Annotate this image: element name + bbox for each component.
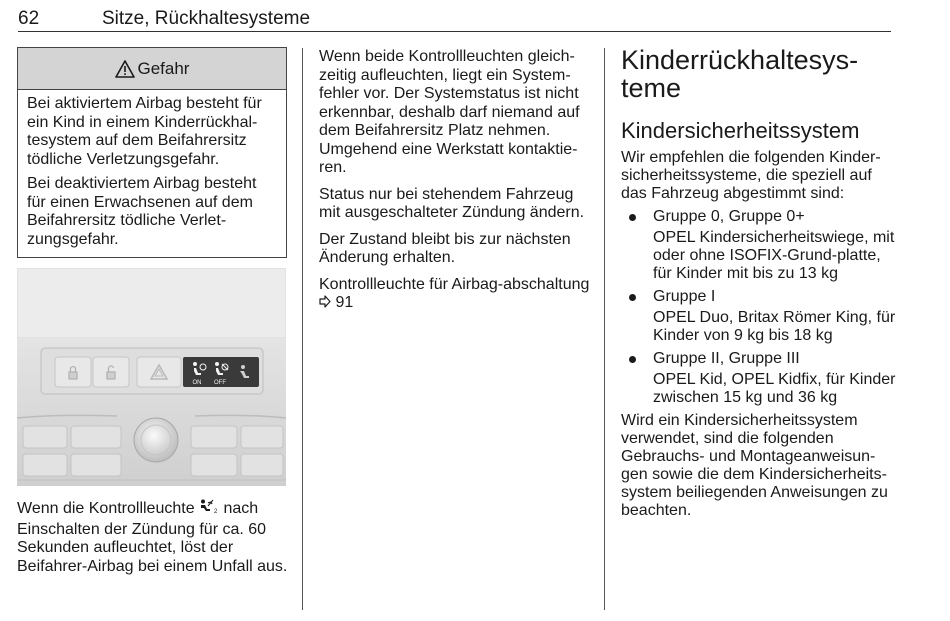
- list-item: [621, 288, 897, 345]
- indicator-text-after: nach Einschalten der Zündung für ca. 60 Sekunden aufleuchtet, löst der Beifahrer-Airbag bei einem Unfall aus.: [17, 500, 288, 575]
- bullet-icon: [629, 214, 636, 221]
- group-list: [621, 208, 897, 407]
- section-title: Sitze, Rückhaltesysteme: [102, 8, 311, 29]
- danger-paragraph: Bei deaktiviertem Airbag besteht für einen Erwachsenen auf dem Beifahrersitz tödliche Verlet-zungsgefahr.: [27, 175, 257, 248]
- right-column: [621, 46, 897, 520]
- group-title: Gruppe I: [653, 288, 716, 305]
- section-heading: Kindersicherheitssystem: [621, 118, 860, 143]
- indicator-paragraph: [17, 499, 292, 576]
- column-divider: [302, 48, 303, 610]
- middle-column: [319, 48, 595, 322]
- group-description: OPEL Kindersicherheitswiege, mit oder ohne ISOFIX-Grund-platte, für Kinder mit bis zu 13 kg: [653, 229, 895, 282]
- intro-paragraph: Wir empfehlen die folgenden Kinder-sicherheitssysteme, die speziell auf das Fahrzeug abgestimmt sind:: [621, 149, 881, 202]
- list-item: [621, 350, 897, 407]
- airbag-on-label: ON: [192, 380, 202, 386]
- list-item: [621, 208, 897, 283]
- page-reference-arrow-icon: [319, 295, 331, 314]
- danger-title: Gefahr: [137, 58, 190, 78]
- chapter-heading: Kinderrückhaltesys-teme: [621, 45, 859, 103]
- bullet-icon: [629, 294, 636, 301]
- reference-text: Kontrollleuchte für Airbag-abschaltung: [319, 275, 590, 293]
- indicator-text-before: Wenn die Kontrollleuchte: [17, 500, 195, 517]
- warning-triangle-icon: [115, 60, 135, 78]
- airbag-off-indicator-icon: [199, 499, 219, 521]
- hazard-button: [137, 357, 181, 387]
- bullet-icon: [629, 356, 636, 363]
- paragraph: Der Zustand bleibt bis zur nächsten Änderung erhalten.: [319, 230, 571, 266]
- danger-box: [17, 47, 287, 258]
- group-title: Gruppe II, Gruppe III: [653, 350, 800, 367]
- paragraph: Status nur bei stehendem Fahrzeug mit ausgeschalteter Zündung ändern.: [319, 185, 585, 221]
- cross-reference: [319, 276, 595, 314]
- danger-paragraph: Bei aktiviertem Airbag besteht für ein Kind in einem Kinderrückhal-tesystem auf dem Beifahrersitz tödliche Verletzungsgefahr.: [27, 95, 262, 168]
- reference-page-link[interactable]: 91: [335, 294, 354, 311]
- danger-body: [18, 90, 286, 249]
- group-description: OPEL Duo, Britax Römer King, für Kinder von 9 kg bis 18 kg: [653, 309, 896, 344]
- paragraph: Wenn beide Kontrollleuchten gleich-zeitig aufleuchten, liegt ein System-fehler vor. Der Systemstatus ist nicht erkennbar, deshalb darf niemand auf dem Beifahrersitz Platz nehmen. Umgehend eine Werkstatt kontaktie-ren.: [319, 48, 580, 176]
- group-description: OPEL Kid, OPEL Kidfix, für Kinder zwischen 15 kg und 36 kg: [653, 371, 896, 406]
- svg-text:2: 2: [214, 509, 218, 515]
- closing-paragraph: Wird ein Kindersicherheitssystem verwendet, sind die folgenden Gebrauchs- und Montageanweisun-gen sowie die dem Kindersicherheits-system beiliegenden Anweisungen zu beachten.: [621, 412, 888, 519]
- danger-header: [18, 48, 286, 90]
- group-title: Gruppe 0, Gruppe 0+: [653, 208, 805, 225]
- dashboard-photo: [17, 268, 286, 486]
- page-header: [18, 8, 891, 32]
- airbag-off-label: OFF: [214, 380, 226, 386]
- column-divider: [604, 48, 605, 610]
- dashboard-illustration: [17, 268, 286, 486]
- page-number: 62: [18, 8, 40, 29]
